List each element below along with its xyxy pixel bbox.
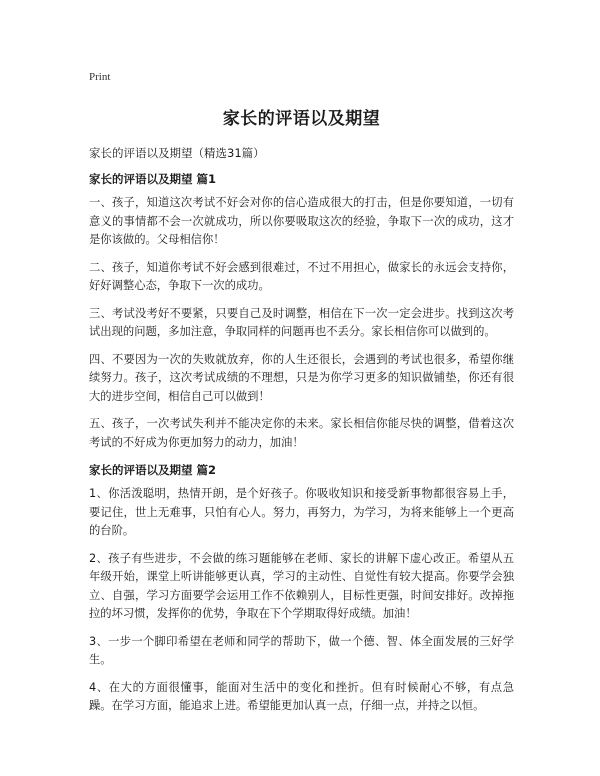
paragraph: 3、一步一个脚印希望在老师和同学的帮助下，做一个德、智、体全面发展的三好学生。 bbox=[89, 634, 514, 666]
section-2 bbox=[89, 461, 514, 716]
paragraph: 四、不要因为一次的失败就放弃，你的人生还很长，会遇到的考试也很多，希望你继续努力。孩子，这次考试成绩的不理想，只是为你学习更多的知识做铺垫，你还有很大的进步空间，相信自己可以做到！ bbox=[89, 352, 514, 403]
paragraph: 五、孩子，一次考试失利并不能决定你的未来。家长相信你能尽快的调整，借着这次考试的不好成为你更加努力的动力，加油！ bbox=[89, 417, 514, 449]
paragraph: 4、在大的方面很懂事，能面对生活中的变化和挫折。但有时候耐心不够，有点急躁。在学习方面，能追求上进。希望能更加认真一点，仔细一点，并持之以恒。 bbox=[89, 680, 514, 712]
section-heading: 家长的评语以及期望 篇1 bbox=[89, 172, 217, 186]
print-link[interactable]: Print bbox=[89, 71, 111, 83]
section-heading: 家长的评语以及期望 篇2 bbox=[89, 463, 217, 477]
paragraph: 二、孩子，知道你考试不好会感到很难过，不过不用担心，做家长的永远会支持你，好好调整心态，争取下一次的成功。 bbox=[89, 260, 514, 292]
paragraph: 1、你活泼聪明，热情开朗，是个好孩子。你吸收知识和接受新事物都很容易上手，要记住，世上无难事，只怕有心人。努力，再努力，为学习，为将来能够上一个更高的台阶。 bbox=[89, 487, 514, 537]
paragraph: 2、孩子有些进步，不会做的练习题能够在老师、家长的讲解下虚心改正。希望从五年级开始，课堂上听讲能够更认真，学习的主动性、自觉性有较大提高。你要学会独立、自强，学习方面要学会运用工作不依赖别人，目标性更强，时间安排好。改掉拖拉的坏习惯，发挥你的优势，争取在下个学期取得好成绩。加油！ bbox=[89, 551, 514, 620]
document-subtitle: 家长的评语以及期望（精选31篇） bbox=[89, 146, 265, 160]
paragraph: 一、孩子，知道这次考试不好会对你的信心造成很大的打击，但是你要知道，一切有意义的事情都不会一次就成功，所以你要吸取这次的经验，争取下一次的成功，这才是你该做的。父母相信你！ bbox=[89, 196, 514, 246]
paragraph: 三、考试没考好不要紧，只要自己及时调整，相信在下一次一定会进步。找到这次考试出现的问题，多加注意，争取同样的问题再也不丢分。家长相信你可以做到的。 bbox=[89, 306, 514, 338]
document-title: 家长的评语以及期望 bbox=[222, 109, 381, 129]
section-1 bbox=[89, 170, 514, 452]
